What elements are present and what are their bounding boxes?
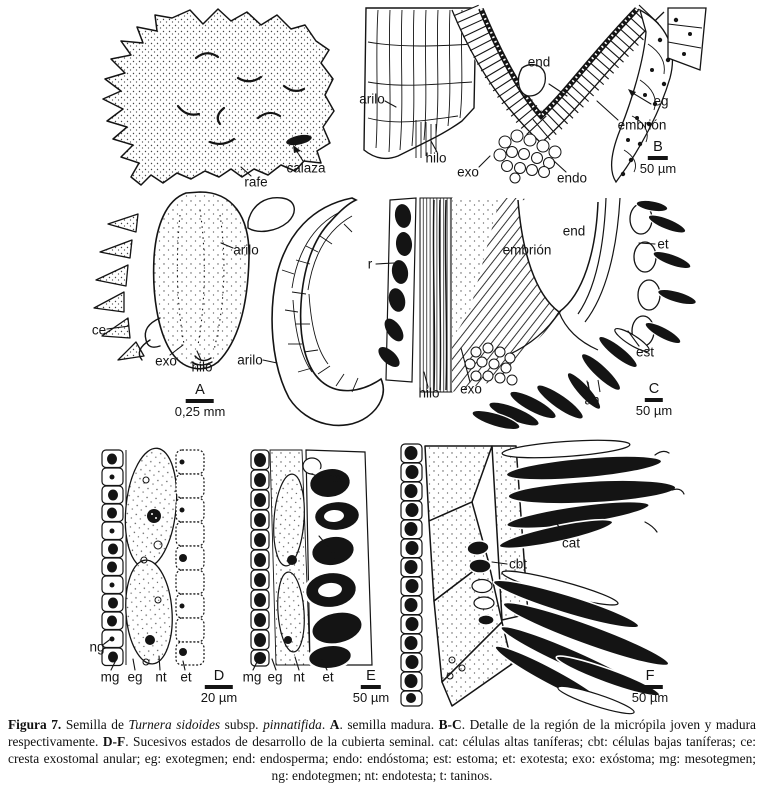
panel-b-scalebar [648, 156, 668, 159]
label-rafe: rafe [244, 174, 268, 190]
caption-panel-a-ref: A [329, 717, 340, 732]
label-hilo-c: hilo [418, 385, 440, 401]
label-ce: ce [91, 322, 107, 338]
label-exo-a: exo [155, 353, 177, 369]
label-end-c: end [562, 223, 586, 239]
panel-f-scale [632, 669, 668, 704]
panel-b-scale-label: 50 µm [639, 160, 677, 176]
caption-text: . semilla madura. [339, 717, 439, 732]
caption-text: . [321, 717, 330, 732]
panel-a-scale [175, 383, 226, 418]
label-arilo-a: arilo [233, 242, 259, 258]
label-arilo-b: arilo [359, 91, 385, 107]
panel-d-scale [201, 669, 237, 704]
label-cbt-f: cbt [508, 556, 528, 572]
panel-c-letter: C [648, 381, 660, 397]
label-exo-b: exo [457, 164, 479, 180]
caption-text: Semilla de [61, 717, 129, 732]
panel-c-scale [636, 382, 672, 417]
label-eg-d: eg [127, 669, 143, 685]
panel-f-letter: F [645, 668, 655, 684]
panel-d-scale-label: 20 µm [200, 689, 238, 705]
caption-subspecies-name: pinnatifida [263, 717, 322, 732]
label-exo-c: exo [460, 381, 482, 397]
label-end-b: end [527, 54, 551, 70]
label-t-e: t [331, 547, 335, 563]
panel-e-letter: E [366, 668, 376, 684]
panel-a-scalebar [186, 399, 214, 402]
panel-e-scalebar [361, 685, 381, 688]
label-et-c: et [657, 236, 669, 252]
panel-e-scale [353, 669, 389, 704]
caption-species-name: Turnera sidoides [128, 717, 221, 732]
panel-d-letter: D [213, 668, 225, 684]
label-eg-e: eg [267, 669, 283, 685]
label-hilo-b: hilo [425, 150, 447, 166]
label-est-c: est [635, 344, 655, 360]
label-cat-f: cat [561, 535, 581, 551]
caption-text: . Sucesivos estados de desarrollo de la cubierta seminal. cat: células altas taníferas; cbt: células bajas taníferas; ce: cresta exostomal anular; eg: exotegmen; end: endosperma; endo: endóstoma; est: estoma; et: exotesta; exo: exóstoma; mg: mesotegmen; ng: endotegmen; nt: endotesta; t: taninos. [8, 734, 756, 783]
panel-d-scalebar [205, 685, 233, 688]
label-et-d: et [180, 669, 192, 685]
caption-panel-df-ref: D-F [102, 734, 126, 749]
panel-e-drawing [251, 450, 372, 671]
label-r-c: r [367, 256, 373, 272]
panel-c-scale-label: 50 µm [635, 402, 673, 418]
label-mg-e: mg [242, 669, 262, 685]
label-est-e: est [326, 470, 346, 486]
panel-c-scalebar [645, 398, 663, 401]
label-embrion-b: embrión [617, 117, 667, 133]
label-nt-e: nt [293, 669, 305, 685]
panel-d-drawing [102, 446, 204, 666]
label-hilo-a: hilo [191, 359, 213, 375]
panel-a-scale-label: 0,25 mm [174, 403, 226, 419]
panel-b-letter: B [653, 139, 663, 155]
panel-e-scale-label: 50 µm [352, 689, 390, 705]
label-nt-d: nt [155, 669, 167, 685]
panel-a-letter: A [195, 382, 205, 398]
caption-figure-number: Figura 7. [8, 717, 62, 732]
label-embrion-c: embrión [502, 242, 552, 258]
panel-f-scale-label: 50 µm [631, 689, 669, 705]
label-an-c: an [584, 392, 600, 408]
label-arilo-c: arilo [237, 352, 263, 368]
label-ng-d: ng [89, 639, 105, 655]
panel-f-scalebar [637, 685, 663, 688]
caption-text: . Detalle de la región de la micrópila joven y madura respectivamente. [8, 717, 756, 749]
label-eg-b: eg [653, 93, 669, 109]
caption-panel-bc-ref: B-C [438, 717, 462, 732]
panel-b-scale [640, 140, 676, 175]
caption-text: subsp. [220, 717, 264, 732]
figure-caption [8, 716, 756, 784]
label-mg-d: mg [100, 669, 120, 685]
label-endo-b: endo [556, 170, 588, 186]
panel-c-drawing [272, 198, 698, 434]
label-calaza: calaza [286, 160, 326, 176]
label-et-e: et [322, 669, 334, 685]
